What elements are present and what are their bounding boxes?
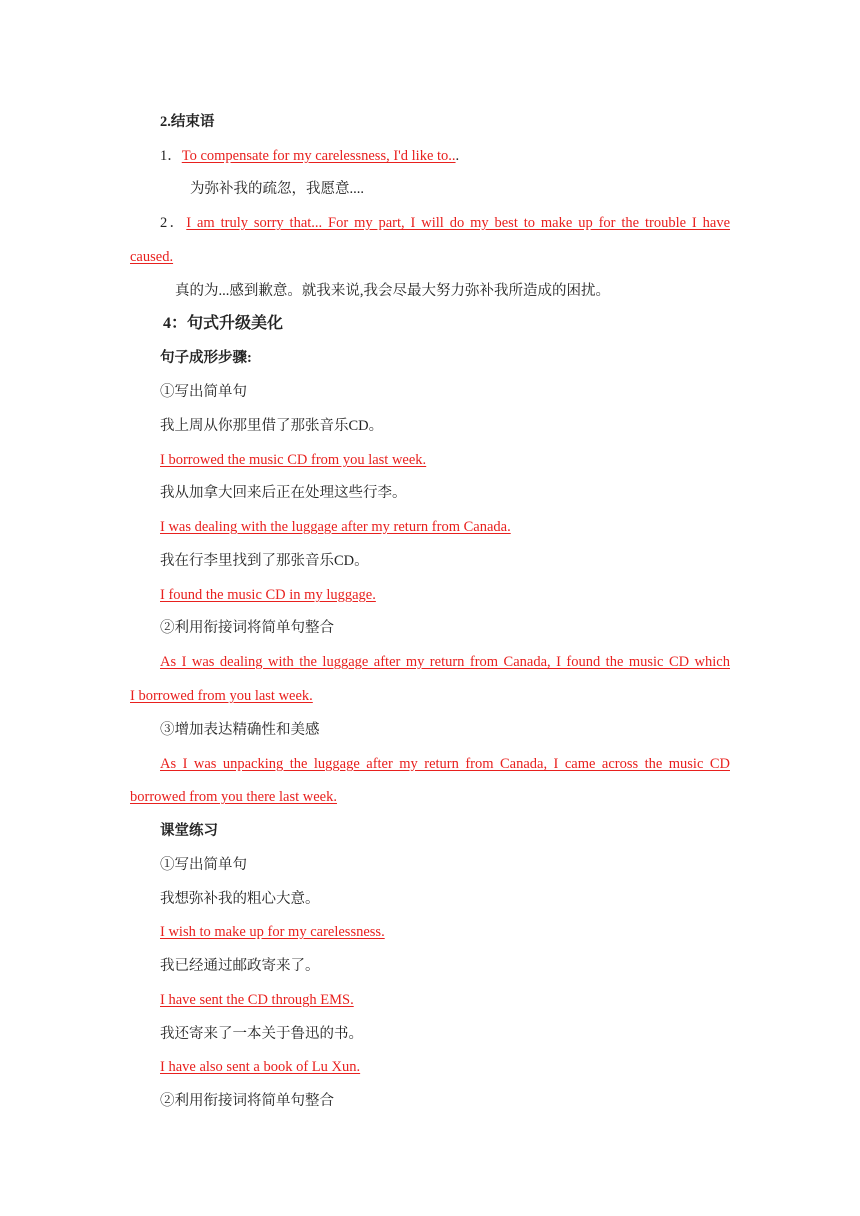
closing-item-2-english-line1: I am truly sorry that... For my part, I will do my best to make up for the trouble I have xyxy=(186,215,731,231)
sentence-3-chinese: 我在行李里找到了那张音乐CD。 xyxy=(160,553,369,569)
sentence-2-english-text: I was dealing with the luggage after my return from Canada. xyxy=(160,519,511,535)
closing-heading: 2.结束语 xyxy=(160,114,215,130)
closing-item-1 xyxy=(160,146,760,166)
sentence-1-chinese: 我上周从你那里借了那张音乐CD。 xyxy=(160,418,384,434)
practice-step-2: ②利用衔接词将简单句整合 xyxy=(160,1093,334,1109)
sentence-2-chinese: 我从加拿大回来后正在处理这些行李。 xyxy=(160,485,407,501)
sentence-3-english xyxy=(160,585,760,605)
improved-sentence-line2: borrowed from you there last week. xyxy=(130,789,337,805)
steps-title: 句子成形步骤: xyxy=(160,350,252,366)
sentence-1-english xyxy=(160,450,760,470)
sentence-3-english-text: I found the music CD in my luggage. xyxy=(160,587,376,603)
practice-3-english xyxy=(160,1057,760,1077)
sentence-1-english-text: I borrowed the music CD from you last week. xyxy=(160,452,427,468)
item-number: 2． xyxy=(160,215,187,231)
practice-3-chinese: 我还寄来了一本关于鲁迅的书。 xyxy=(160,1026,363,1042)
closing-item-2-english-line2: caused. xyxy=(130,249,174,265)
item-number: 1． xyxy=(160,148,182,164)
closing-item-2-chinese: 真的为...感到歉意。就我来说,我会尽最大努力弥补我所造成的困扰。 xyxy=(175,283,610,299)
example-step-2: ②利用衔接词将简单句整合 xyxy=(160,620,334,636)
example-step-3: ③增加表达精确性和美感 xyxy=(160,722,320,738)
practice-2-english-text: I have sent the CD through EMS. xyxy=(160,992,354,1008)
combined-sentence-line2: I borrowed from you last week. xyxy=(130,688,313,704)
practice-1-english-text: I wish to make up for my carelessness. xyxy=(160,924,385,940)
practice-2-chinese: 我已经通过邮政寄来了。 xyxy=(160,958,320,974)
practice-1-english xyxy=(160,922,760,942)
closing-item-1-english: To compensate for my carelessness, I'd like to.. xyxy=(181,148,456,164)
practice-2-english xyxy=(160,990,760,1010)
combined-sentence-line1: As I was dealing with the luggage after my return from Canada, I found the music CD which xyxy=(160,654,730,670)
section-4-title: 4：句式升级美化 xyxy=(163,315,284,332)
practice-step-1: ①写出简单句 xyxy=(160,857,247,873)
sentence-2-english xyxy=(160,517,760,537)
closing-item-2 xyxy=(160,213,730,233)
closing-item-1-chinese: 为弥补我的疏忽，我愿意.... xyxy=(190,181,364,197)
improved-sentence-line1: As I was unpacking the luggage after my return from Canada, I came across the music CD xyxy=(160,756,730,772)
closing-item-1-tail: . xyxy=(455,148,460,164)
example-step-1: ①写出简单句 xyxy=(160,384,247,400)
practice-title: 课堂练习 xyxy=(160,823,218,839)
practice-3-english-text: I have also sent a book of Lu Xun. xyxy=(160,1059,361,1075)
practice-1-chinese: 我想弥补我的粗心大意。 xyxy=(160,891,320,907)
